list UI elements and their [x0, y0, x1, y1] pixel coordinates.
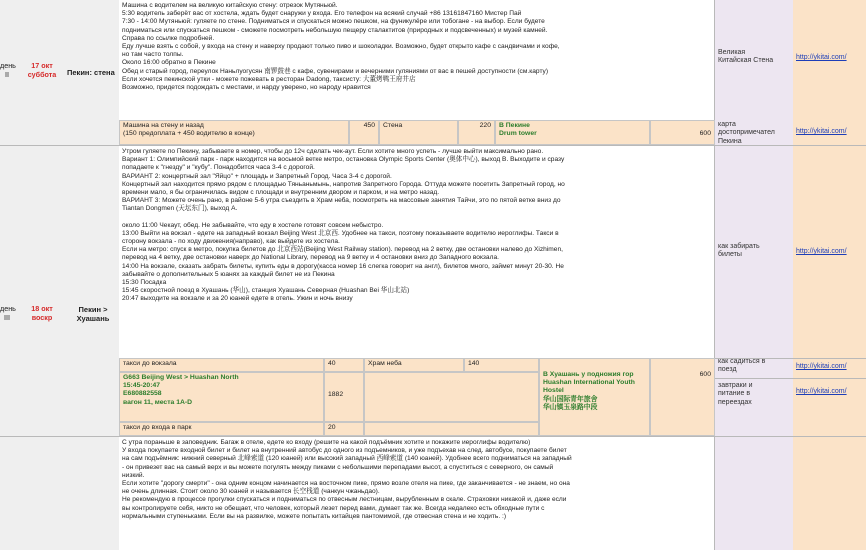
- note-tickets: как забирать билеты: [718, 243, 760, 259]
- cost-label[interactable]: Храм неба: [364, 358, 464, 372]
- cost-label[interactable]: В Пекине Drum tower: [495, 120, 650, 145]
- desc-line: 13:00 Выйти на вокзал - едете на западный вокзал Beijing West 北京西. Удобнее на такси, поэтому показываете водителю иероглифы. Такси в: [122, 229, 559, 237]
- desc-line: 15:30 Посадка: [122, 279, 167, 287]
- row3-description[interactable]: [119, 437, 715, 550]
- link-tickets[interactable]: http://ykitai.com/: [796, 248, 847, 255]
- desc-line: низкий.: [122, 471, 145, 479]
- note-great-wall: Великая Китайская Стена: [718, 49, 774, 65]
- desc-line: ВАРИАНТ 3: Можете очень рано, в районе 5-6 утра съездить в Храм неба, посмотреть на массовые занятия Тайчи, это по пятой ветке вниз до: [122, 197, 561, 205]
- desc-line: У входа покупаете входной билет и билет на внутренний автобус до одного из подъемников, и уже подъехав на след. автобусе, покупаете билет: [122, 447, 567, 455]
- train-ticket[interactable]: G663 Beijing West > Huashan North 15:45-20:47 E680882558 вагон 11, места 1A-D: [119, 372, 324, 422]
- link-food[interactable]: http://ykitai.com/: [796, 388, 847, 395]
- desc-line: 14:00 На вокзале, сказать забрать билеты, купить еды в дорогу(касса номер 16 слегка говорит на англ), билетов много, займет минут 20-30. Не: [122, 262, 564, 270]
- desc-line: забывайте о дополнительных 5 юанях за каждый билет не из Пекина: [122, 270, 335, 278]
- desc-line: Машина с водителем на великую китайскую стену: отрезок Мутяньюй.: [122, 2, 338, 9]
- notes-divider: [715, 378, 866, 379]
- row2-route: Пекин > Хуашань: [76, 305, 110, 323]
- link-beijing-map[interactable]: http://ykitai.com/: [796, 128, 847, 135]
- row1-route: Пекин: стена: [67, 68, 115, 77]
- desc-line: Около 16:00 обратно в Пекине: [122, 59, 216, 67]
- hotel-value[interactable]: 600: [650, 358, 715, 436]
- desc-line: сторону вокзала - по ходу движения(направо), как выйдете из хостела.: [122, 238, 340, 246]
- cost-value[interactable]: 450: [349, 120, 379, 145]
- note-train: как садиться в поезд: [718, 358, 766, 374]
- desc-line: Если на метро: спуск в метро, покупка билетов до 北京西站(Beijing West Railway station). перевод на 2 ветку, две остановки налево до Xizhimen,: [122, 246, 563, 254]
- cost-label[interactable]: Стена: [379, 120, 458, 145]
- desc-line: С утра пораньше в заповедник. Багаж в отеле, едете ко входу (решите на какой подъёмник хотите и покажите иероглифы водителю): [122, 439, 531, 446]
- cost-label[interactable]: такси до вокзала: [119, 358, 324, 372]
- desc-line: Если хотите "дорогу смерти" - она одним концом начинается на восточном пике, прямо возле отеля на пике, где заканчивается - не знаем, но она: [122, 480, 570, 488]
- row1-day: день II: [0, 61, 16, 79]
- desc-line: на сам подъёмник: нижний северный 北峰索道 (120 юаней) или высокий западный 西峰索道 (140 юаней). Удобнее всего подниматься на западный: [122, 455, 572, 463]
- cost-value[interactable]: 220: [458, 120, 495, 145]
- row1-links-bg: [793, 0, 866, 145]
- desc-line: [122, 214, 712, 222]
- desc-line: перевод на 4 ветку, две остановки наверх до National Library, перевод на 9 ветку и 4 остановки вниз до Западного вокзала.: [122, 254, 499, 262]
- cost-value[interactable]: 600: [650, 120, 715, 145]
- desc-line: подниматься или спускаться пешком - сможете посмотреть небольшую пещеру сталактитов (природных и подсвеченных) и музей камней.: [122, 26, 548, 34]
- desc-line: около 11:00 Чекаут, обед. Не забывайте, что еду в хостеле готовят совсем небыстро.: [122, 221, 384, 229]
- desc-line: Справа по ссылке подробней.: [122, 34, 215, 42]
- desc-line: ВАРИАНТ 2: концертный зал "Яйцо" + площадь и Запретный Город. Часа 3-4 с дорогой.: [122, 172, 392, 180]
- desc-line: - он привезет вас на самый верх и вы можете погулять между пиками с небольшими перепадами высот, а спуститься с северного, он самый: [122, 463, 554, 471]
- desc-line: Если хочется пекинской утки - можете пожевать в ресторан Dadong, таксисту: 大董烤鸭王府井店: [122, 75, 416, 83]
- desc-line: вы контролируете себя, никто не обещает, что человек, который лезет перед вами, думает так же. Всегда недалеко есть обходные пути с: [122, 504, 545, 512]
- row2-left-bg: [0, 146, 119, 436]
- row1-date: 17 окт суббота: [27, 61, 57, 79]
- desc-line: нормальными ступеньками. Если вы на развилке, можете попытать китайцев пантомимой, где отвесная стена и не ходить. :): [122, 512, 507, 520]
- desc-line: Концертный зал находится прямо рядом с площадью Тяньаньмынь, напротив Запретного Города. Оттуда можете посетить Запретный город, но: [122, 180, 565, 188]
- desc-line: 15:45 скоростной поезд в Хуашань (华山), станция Хуашань Северная (Huashan Bei 华山北站): [122, 287, 410, 295]
- empty-cell[interactable]: [364, 372, 539, 422]
- link-great-wall[interactable]: http://ykitai.com/: [796, 54, 847, 61]
- row2-day: день III: [0, 304, 16, 322]
- row3-left-bg: [0, 437, 119, 550]
- row2-date: 18 окт воскр: [31, 304, 53, 322]
- cost-label[interactable]: Машина на стену и назад (150 предоплата + 450 водителю в конце): [119, 120, 349, 145]
- desc-line: 5:30 водитель заберёт вас от хостела, ждать будет снаружи у входа. Его телефон на всякий случай +86 13161847160 Мистер Пай: [122, 10, 522, 18]
- cost-value[interactable]: 40: [324, 358, 364, 372]
- cost-label[interactable]: такси до входа в парк: [119, 422, 324, 436]
- desc-line: Обед и старый город, переулок Наньлуогусян 南锣鼓巷 с кафе, сувенирами и вечерними гуляниями от вас в пешей доступности (см.карту): [122, 67, 549, 75]
- desc-line: Tiantan Dongmen (天坛东门), выход A.: [122, 205, 238, 213]
- desc-line: не очень длинная. Стоит около 30 юаней и называется 长空栈道 (чанкун чжаньдао).: [122, 488, 380, 496]
- link-train[interactable]: http://ykitai.com/: [796, 363, 847, 370]
- desc-line: 7:30 - 14:00 Мутяньюй: гуляете по стене. Подниматься и спускаться можно пешком, на фуникулёре или тобогане - на выбор. Если будете: [122, 18, 545, 26]
- desc-line: Утром гуляете по Пекину, забываете в номер, чтобы до 12ч сделать чек-аут. Если хотите много успеть - лучше выйти максимально рано.: [122, 148, 544, 155]
- row2-description[interactable]: [119, 146, 715, 358]
- desc-line: Еду лучше взять с собой, у входа на стену и наверху продают только пиво и шоколадки. Возможно, будет открыто кафе с сандвичами и кофе,: [122, 43, 560, 51]
- cost-value[interactable]: 140: [464, 358, 539, 372]
- desc-line: 20:47 выходите на вокзале и за 20 юаней едете в отель. Ужин и ночь внизу: [122, 295, 353, 303]
- desc-line: Возможно, придется подождать с местами, и нарду уверено, но народу нравится: [122, 84, 371, 92]
- row3-notes-bg: [715, 437, 793, 550]
- desc-line: но там часто толпы.: [122, 51, 184, 59]
- desc-line: Не рекомендую в процессе прогулки спускаться и подниматься по отвесным лестницам, вырубленным в скале. Страховки никакой и, даже если: [122, 496, 567, 504]
- cost-value[interactable]: 1882: [324, 372, 364, 422]
- row3-links-bg: [793, 437, 866, 550]
- cost-value[interactable]: 20: [324, 422, 364, 436]
- row1-description[interactable]: [119, 0, 715, 120]
- desc-line: времени мало, я бы ограничилась видом с площади и внутренним двором и парком, и на метро назад.: [122, 189, 440, 197]
- empty-cell[interactable]: [364, 422, 539, 436]
- note-food: завтраки и питание в переездах: [718, 382, 753, 406]
- note-beijing-map: карта достопримечател Пекина: [718, 121, 775, 145]
- desc-line: попадаете к "гнезду" и "кубу". Понадобится часа 3-4 с дорогой.: [122, 164, 315, 172]
- desc-line: Вариант 1: Олимпийский парк - парк находится на восьмой ветке метро, остановка Olympic Sports Center (奥体中心), выход B. Выходите и сразу: [122, 156, 565, 164]
- hotel-info[interactable]: В Хуашань у подножия гор Huashan International Youth Hostel 华山国际青年旅舍 华山镇玉泉路中段: [539, 358, 650, 436]
